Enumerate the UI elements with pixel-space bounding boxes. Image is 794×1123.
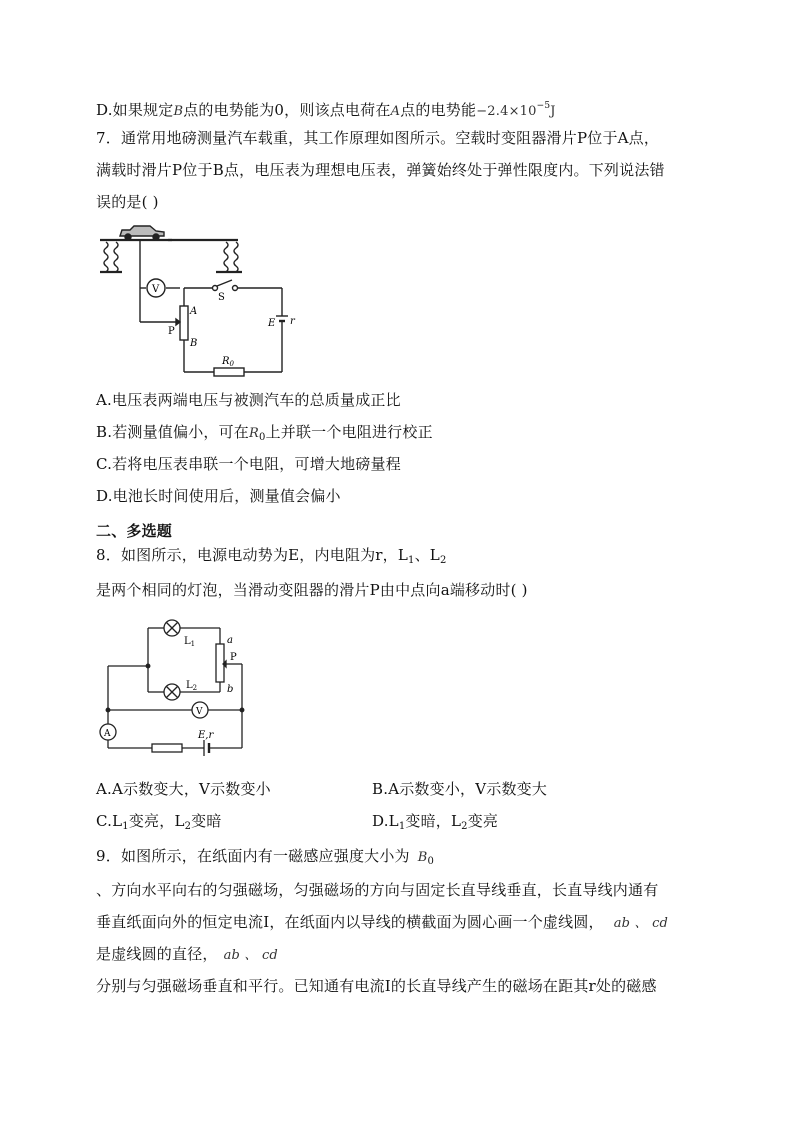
q7-line-1: 7．通常用地磅测量汽车载重，其工作原理如图所示。空载时变阻器滑片P位于A点，: [96, 129, 660, 147]
slider-p-label: P: [230, 652, 237, 663]
q7-line-2: 满载时滑片P位于B点，电压表为理想电压表，弹簧始终处于弹性限度内。下列说法错: [96, 161, 665, 179]
l2-label: $L_2$: [186, 680, 198, 692]
point-b-label: B: [190, 338, 198, 349]
q6-option-d: D.如果规定B点的电势能为0，则该点电荷在A点的电势能$-2.4\times 10^{-5}J$: [96, 101, 556, 119]
q9-line-2: 、方向水平向右的匀强磁场，匀强磁场的方向与固定长直导线垂直，长直导线内通有: [96, 881, 659, 899]
q8-line-1: 8．如图所示，电源电动势为E，内电阻为r，$L_1$、$L_2$: [96, 546, 447, 566]
q7-option-b[interactable]: B.若测量值偏小，可在$R_0$上并联一个电阻进行校正: [96, 423, 433, 443]
source-label: E,r: [198, 730, 214, 741]
ammeter-label: A: [104, 729, 111, 739]
q8-option-a[interactable]: A.A示数变大，V示数变小: [96, 780, 271, 798]
q9-line-3: 垂直纸面向外的恒定电流I，在纸面内以导线的横截面为圆心画一个虚线圆， ab 、 cd: [96, 913, 669, 931]
internal-r-label: r: [290, 316, 295, 327]
q7-line-3: 误的是( ): [96, 193, 159, 211]
q8-option-d[interactable]: $D.L_1$变暗，$L_2$变亮: [372, 812, 499, 832]
q8-option-c[interactable]: $C.L_1$变亮，$L_2$变暗: [96, 812, 222, 832]
point-a-label: A: [190, 306, 198, 317]
switch-label: S: [218, 292, 225, 303]
section-title-multiple-choice: 二、多选题: [96, 522, 173, 540]
q9-line-4: 是虚线圆的直径， ab 、 cd: [96, 945, 278, 963]
r0-label: $R_0$: [222, 356, 234, 368]
terminal-a-label: a: [227, 635, 233, 646]
voltmeter-label: V: [152, 284, 160, 295]
q7-option-c[interactable]: C.若将电压表串联一个电阻，可增大地磅量程: [96, 455, 401, 473]
q8-option-b[interactable]: B.A示数变小，V示数变大: [372, 780, 548, 798]
q7-option-d[interactable]: D.电池长时间使用后，测量值会偏小: [96, 487, 341, 505]
emf-label: E: [268, 318, 276, 329]
q7-option-a[interactable]: A.电压表两端电压与被测汽车的总质量成正比: [96, 391, 401, 409]
q8-line-2: 是两个相同的灯泡，当滑动变阻器的滑片P由中点向a端移动时( ): [96, 581, 528, 599]
terminal-b-label: b: [227, 684, 234, 695]
q9-line-5: 分别与匀强磁场垂直和平行。已知通有电流I的长直导线产生的磁场在距其r处的磁感: [96, 977, 657, 995]
l1-label: $L_1$: [184, 636, 196, 648]
slider-p-label: P: [168, 326, 175, 337]
q9-line-1: 9．如图所示，在纸面内有一磁感应强度大小为 $B_0$: [96, 847, 435, 867]
voltmeter-label: V: [196, 707, 203, 717]
q7-weighbridge-circuit: [96, 222, 296, 382]
q8-lamp-circuit: [96, 612, 266, 768]
